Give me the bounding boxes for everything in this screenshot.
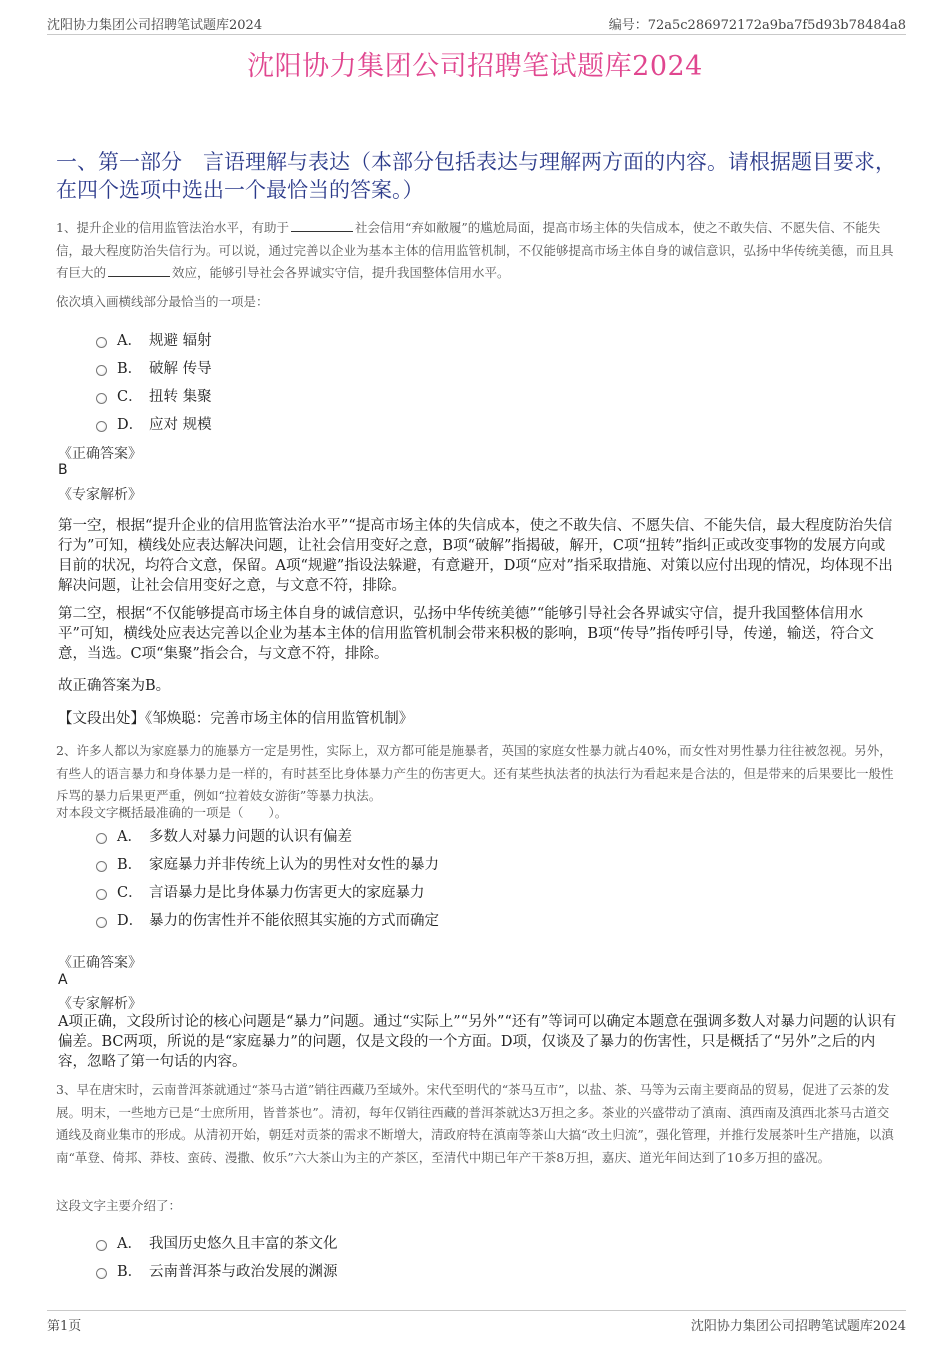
- page-footer: [47, 1310, 906, 1333]
- option-letter: D．: [117, 416, 144, 433]
- q1-text-part1: 1、提升企业的信用监管法治水平，有助于: [56, 220, 289, 235]
- q1-blank-2: [108, 265, 170, 277]
- option-text: 多数人对暴力问题的认识有偏差: [149, 828, 352, 845]
- document-title: 沈阳协力集团公司招聘笔试题库2024: [247, 51, 703, 82]
- q1-analysis-label: 《专家解析》: [58, 487, 142, 503]
- q2-option-d[interactable]: [96, 905, 439, 933]
- footer-doc-title: 沈阳协力集团公司招聘笔试题库2024: [690, 1319, 906, 1334]
- q2-option-c[interactable]: [96, 877, 439, 905]
- q2-options: [96, 821, 439, 933]
- q1-text-part3: 效应，能够引导社会各界诚实守信，提升我国整体信用水平。: [172, 265, 510, 280]
- option-letter: A．: [117, 332, 142, 349]
- option-letter: B．: [117, 856, 143, 873]
- q2-answer: A: [58, 972, 68, 988]
- option-letter: B．: [117, 360, 143, 377]
- q1-analysis-p2: 第二空，根据“不仅能够提高市场主体自身的诚信意识，弘扬中华传统美德”“能够引导社会各界诚实守信，提升我国整体信用水平”可知，横线处应表达完善以企业为基本主体的信用监管机制会带来积极的影响，B项“传导”指传呼引导，传递，输送，符合文意，当选。C项“集聚”指会合，与文意不符，排除。: [58, 606, 874, 662]
- option-letter: D．: [117, 912, 144, 929]
- q1-text: [56, 217, 896, 285]
- radio-icon[interactable]: [96, 365, 107, 376]
- option-text: 规避 辐射: [149, 332, 212, 349]
- radio-icon[interactable]: [96, 421, 107, 432]
- q3-text: 3、早在唐宋时，云南普洱茶就通过“茶马古道”销往西藏乃至域外。宋代至明代的“茶马互市”，以盐、茶、马等为云南主要商品的贸易，促进了云茶的发展。明末，一些地方已是“士庶所用，皆普茶也”。清初，每年仅销往西藏的普洱茶就达3万担之多。茶业的兴盛带动了滇南、滇西南及滇西北茶马古道交通线及商业集市的形成。从清初开始，朝廷对贡茶的需求不断增大，清政府特在滇南等茶山大搞“改土归流”，强化管理，并推行发展茶叶生产措施，以滇南“革登、倚邦、莽枝、蛮砖、漫撒、攸乐”六大茶山为主的产茶区，至清代中期已年产干茶8万担，嘉庆、道光年间达到了10多万担的盛况。: [56, 1082, 894, 1165]
- q1-prompt: 依次填入画横线部分最恰当的一项是：: [56, 294, 269, 309]
- option-text: 扭转 集聚: [149, 388, 212, 405]
- q1-blank-1: [291, 220, 353, 232]
- q3-prompt: 这段文字主要介绍了：: [56, 1198, 182, 1213]
- q3-option-a[interactable]: [96, 1228, 338, 1256]
- q1-source: 【文段出处】《邹焕聪：完善市场主体的信用监管机制》: [58, 711, 414, 727]
- q1-option-b[interactable]: [96, 353, 212, 381]
- q1-option-d[interactable]: [96, 409, 212, 437]
- q2-text: 2、许多人都以为家庭暴力的施暴方一定是男性，实际上，双方都可能是施暴者，英国的家庭女性暴力就占40%，而女性对男性暴力往往被忽视。另外，有些人的语言暴力和身体暴力是一样的，有时甚至比身体暴力产生的伤害更大。还有某些执法者的执法行为看起来是合法的，但是带来的后果要比一般性斥骂的暴力后果更严重，例如“拉着妓女游街”等暴力执法。: [56, 743, 894, 803]
- radio-icon[interactable]: [96, 1240, 107, 1251]
- radio-icon[interactable]: [96, 337, 107, 348]
- option-letter: A．: [117, 1235, 142, 1252]
- q1-options: [96, 325, 212, 437]
- radio-icon[interactable]: [96, 833, 107, 844]
- option-text: 我国历史悠久且丰富的茶文化: [149, 1235, 338, 1252]
- option-text: 应对 规模: [149, 416, 212, 433]
- option-letter: B．: [117, 1263, 143, 1280]
- q2-answer-label: 《正确答案》: [58, 955, 142, 971]
- q3-options: [96, 1228, 338, 1284]
- radio-icon[interactable]: [96, 917, 107, 928]
- section-heading: 一、第一部分 言语理解与表达（本部分包括表达与理解两方面的内容。请根据题目要求，在四个选项中选出一个最恰当的答案。）: [56, 150, 896, 202]
- option-letter: A．: [117, 828, 142, 845]
- option-letter: C．: [117, 388, 143, 405]
- option-text: 云南普洱茶与政治发展的渊源: [149, 1263, 338, 1280]
- q1-analysis-p1: 第一空，根据“提升企业的信用监管法治水平”“提高市场主体的失信成本，使之不敢失信、不愿失信、不能失信，最大程度防治失信行为”可知，横线处应表达解决问题，让社会信用变好之意，B项“破解”指揭破，解开，C项“扭转”指纠正或改变事物的发展方向或目前的状况，均符合文意，保留。A项“规避”指设法躲避，有意避开，D项“应对”指采取措施、对策以应付出现的情况，均体现不出解决问题，让社会信用变好之意，与文意不符，排除。: [58, 518, 893, 594]
- page-header: [47, 14, 906, 35]
- q3-option-b[interactable]: [96, 1256, 338, 1284]
- radio-icon[interactable]: [96, 861, 107, 872]
- radio-icon[interactable]: [96, 393, 107, 404]
- q2-option-a[interactable]: [96, 821, 439, 849]
- radio-icon[interactable]: [96, 889, 107, 900]
- q1-answer-label: 《正确答案》: [58, 446, 142, 462]
- header-doc-id: 编号：72a5c286972172a9ba7f5d93b78484a8: [608, 18, 906, 33]
- option-text: 暴力的伤害性并不能依照其实施的方式而确定: [149, 912, 439, 929]
- q2-analysis: A项正确，文段所讨论的核心问题是“暴力”问题。通过“实际上”“另外”“还有”等词可以确定本题意在强调多数人对暴力问题的认识有偏差。BC两项，所说的是“家庭暴力”的问题，仅是文段的一个方面。D项，仅谈及了暴力的伤害性，只是概括了“另外”之后的内容，忽略了第一句话的内容。: [58, 1014, 897, 1070]
- option-letter: C．: [117, 884, 143, 901]
- q2-option-b[interactable]: [96, 849, 439, 877]
- q2-analysis-label: 《专家解析》: [58, 996, 142, 1012]
- q1-answer: B: [58, 462, 68, 478]
- option-text: 破解 传导: [149, 360, 212, 377]
- header-doc-title: 沈阳协力集团公司招聘笔试题库2024: [47, 18, 263, 33]
- q1-option-a[interactable]: [96, 325, 212, 353]
- q1-text-part2: 社会信用“弃如敝履”的尴尬局面，提高市场主体的失信成本，使之不敢失信、不愿失信、不能失信，最大程度防治失信行为。可以说，通过完善以企业为基本主体的信用监管机制，不仅能够提高市场主体自身的诚信意识，弘扬中华传统美德，而且具有巨大的: [56, 220, 894, 280]
- q1-option-c[interactable]: [96, 381, 212, 409]
- q2-prompt: 对本段文字概括最准确的一项是（ ）。: [56, 805, 288, 820]
- option-text: 家庭暴力并非传统上认为的男性对女性的暴力: [149, 856, 439, 873]
- option-text: 言语暴力是比身体暴力伤害更大的家庭暴力: [149, 884, 425, 901]
- q1-analysis-p3: 故正确答案为B。: [58, 678, 171, 694]
- radio-icon[interactable]: [96, 1268, 107, 1279]
- footer-page-number: 第1页: [47, 1319, 82, 1334]
